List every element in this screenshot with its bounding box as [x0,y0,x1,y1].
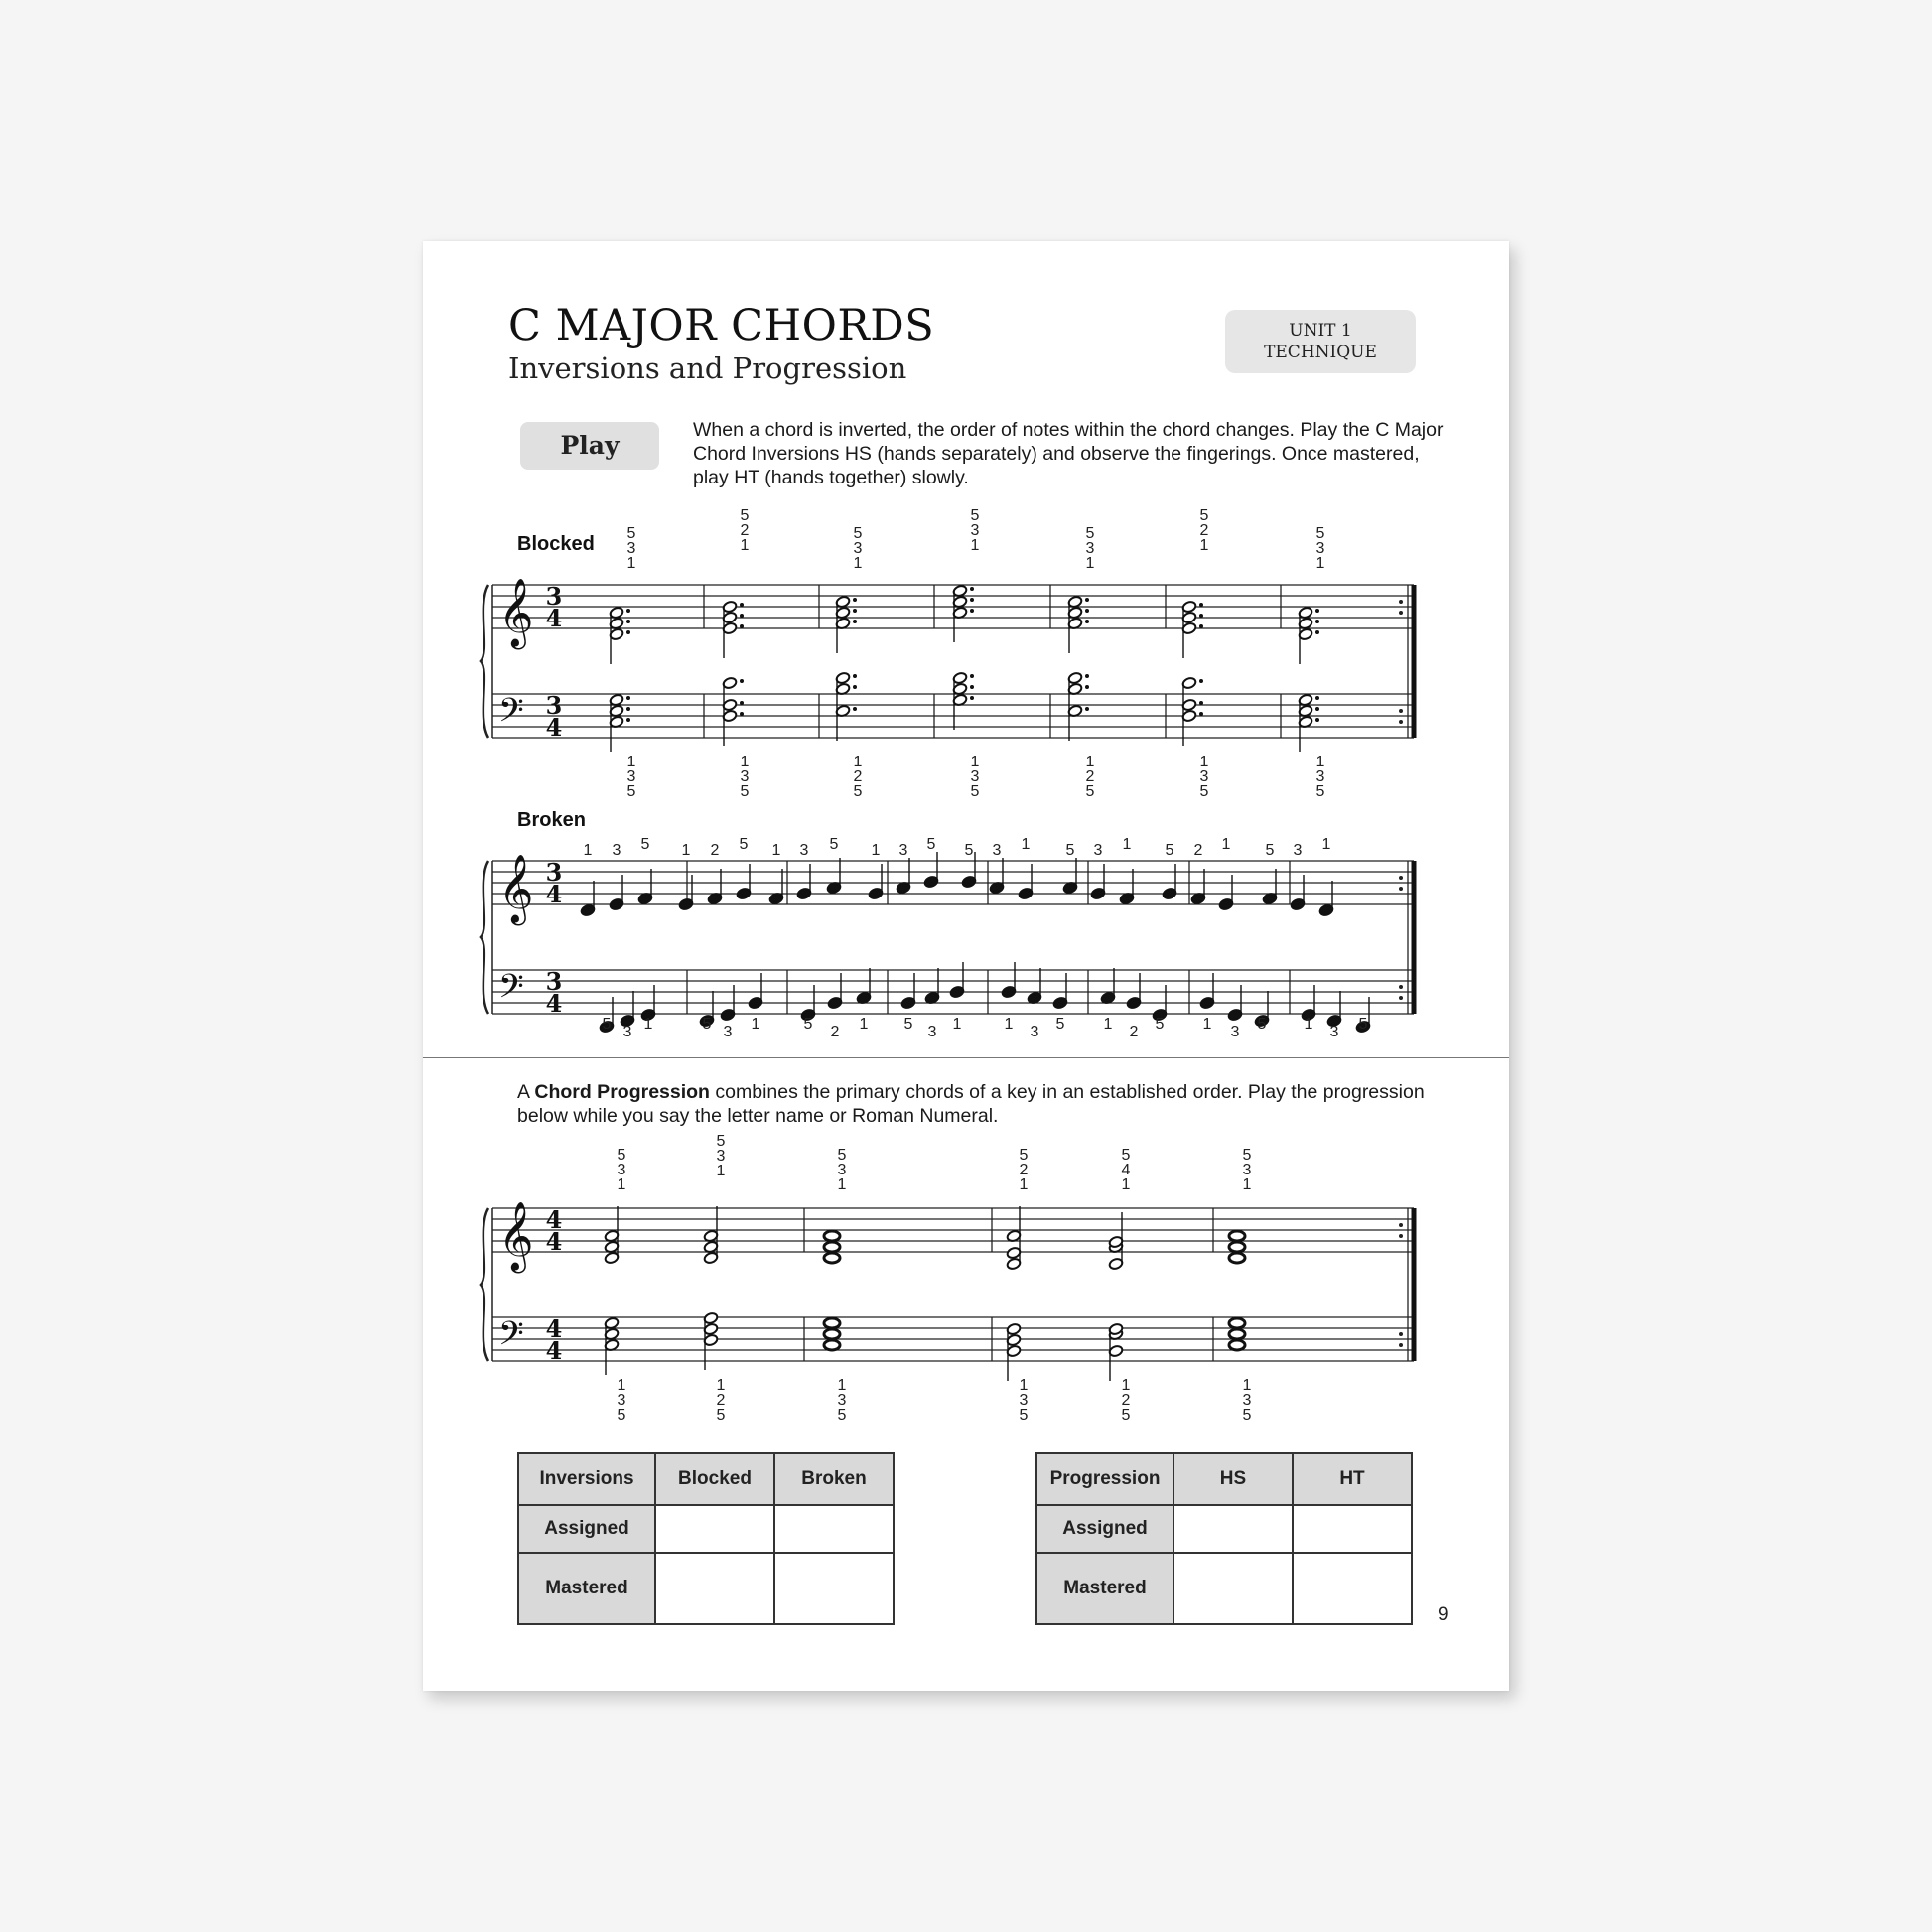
time-signature-top: 4 [545,1314,563,1343]
rh-fingering: 1 [1122,836,1132,853]
row-label: Mastered [1036,1553,1173,1624]
lh-fingering: 2 [853,768,863,785]
lh-fingering: 3 [837,1392,847,1409]
augmentation-dot [740,679,744,683]
lh-fingering: 3 [1230,1024,1240,1040]
rh-fingering: 1 [583,842,593,859]
lh-fingering: 3 [927,1024,937,1040]
lh-fingering: 1 [859,1016,869,1033]
rh-fingering: 5 [926,836,936,853]
blocked-treble-clef: 𝄞 [498,578,534,647]
rh-fingering: 5 [1165,842,1174,859]
lh-fingering: 1 [626,754,636,770]
repeat-dot [1399,600,1403,604]
broken-brace [481,861,488,1014]
rh-fingering: 3 [716,1148,726,1165]
row-label: Assigned [1036,1505,1173,1553]
fingerings [584,507,1368,1424]
augmentation-dot [853,598,857,602]
lh-fingering: 5 [803,1016,813,1033]
lh-fingering: 1 [1103,1016,1113,1033]
rh-fingering: 3 [612,842,621,859]
repeat-dot [1399,709,1403,713]
lh-fingering: 1 [617,1377,626,1394]
checkbox-cell[interactable] [774,1553,894,1624]
rh-fingering: 3 [992,842,1002,859]
augmentation-dot [970,685,974,689]
lh-fingering: 5 [837,1407,847,1424]
broken-label: Broken [517,809,586,831]
augmentation-dot [853,674,857,678]
time-signature-top: 3 [545,582,563,611]
rh-fingering: 5 [617,1147,626,1164]
rh-fingering: 5 [853,525,863,542]
lh-fingering: 5 [903,1016,913,1033]
lh-fingering: 5 [617,1407,626,1424]
rh-fingering: 2 [1199,522,1209,539]
time-signature-bottom: 4 [545,604,563,632]
rh-fingering: 5 [640,836,650,853]
augmentation-dot [1315,718,1319,722]
rh-fingering: 1 [837,1176,847,1193]
lh-fingering: 2 [716,1392,726,1409]
rh-fingering: 5 [1199,507,1209,524]
time-signature-top: 4 [545,1205,563,1234]
broken-treble-clef: 𝄞 [498,854,534,923]
progression-brace [481,1208,488,1361]
lh-fingering: 3 [617,1392,626,1409]
row-label: Assigned [518,1505,655,1553]
rh-fingering: 1 [970,537,980,554]
time-signature-top: 3 [545,691,563,720]
progression-lh-whole-note [824,1318,840,1328]
checkbox-cell[interactable] [1173,1553,1293,1624]
lh-fingering: 1 [1121,1377,1131,1394]
table-header: Progression [1036,1453,1173,1505]
rh-fingering: 5 [1019,1147,1029,1164]
lh-fingering: 5 [1019,1407,1029,1424]
lh-fingering: 1 [1242,1377,1252,1394]
lh-fingering: 2 [1085,768,1095,785]
progression-rh-whole-note [824,1242,840,1252]
lh-fingering: 1 [952,1016,962,1033]
repeat-dot [1399,996,1403,1000]
repeat-dot [1399,1343,1403,1347]
lh-fingering: 5 [1155,1016,1165,1033]
time-signature-bottom: 4 [545,880,563,908]
progression-term: Chord Progression [534,1081,710,1103]
progression-rh-whole-note [1229,1253,1245,1263]
augmentation-dot [1199,712,1203,716]
lh-fingering: 5 [716,1407,726,1424]
rh-fingering: 1 [740,537,750,554]
lh-fingering: 1 [716,1377,726,1394]
lh-fingering: 3 [740,768,750,785]
rh-fingering: 1 [681,842,691,859]
lh-fingering: 1 [1315,754,1325,770]
rh-fingering: 1 [626,555,636,572]
augmentation-dot [970,696,974,700]
lh-fingering: 5 [1242,1407,1252,1424]
time-signature-bottom: 4 [545,713,563,742]
augmentation-dot [1315,696,1319,700]
augmentation-dot [970,598,974,602]
rh-fingering: 5 [1065,842,1075,859]
rh-fingering: 5 [626,525,636,542]
lh-fingering: 1 [1085,754,1095,770]
rh-fingering: 3 [898,842,908,859]
augmentation-dot [970,609,974,613]
repeat-dot [1399,1223,1403,1227]
rh-fingering: 2 [1193,842,1203,859]
augmentation-dot [626,718,630,722]
augmentation-dot [740,624,744,628]
rh-fingering: 5 [1121,1147,1131,1164]
table-header: HT [1293,1453,1412,1505]
augmentation-dot [626,696,630,700]
rh-fingering: 1 [617,1176,626,1193]
rh-fingering: 5 [1085,525,1095,542]
time-signature-bottom: 4 [545,1336,563,1365]
repeat-dot [1399,720,1403,724]
lh-fingering: 1 [970,754,980,770]
rh-fingering: 3 [1242,1162,1252,1178]
augmentation-dot [626,620,630,623]
lh-fingering: 1 [643,1016,653,1033]
progression-rh-whole-note [1229,1231,1245,1241]
play-badge: Play [520,422,659,470]
progression-bass-clef: 𝄢 [498,1315,524,1361]
rh-fingering: 3 [1093,842,1103,859]
rh-fingering: 5 [970,507,980,524]
progression-rh-whole-note [1229,1242,1245,1252]
augmentation-dot [1085,674,1089,678]
repeat-dot [1399,1332,1403,1336]
augmentation-dot [1199,603,1203,607]
progression-intro [517,1080,1460,1128]
lh-fingering: 3 [1019,1392,1029,1409]
augmentation-dot [626,707,630,711]
augmentation-dot [1085,620,1089,623]
rh-fingering: 1 [1085,555,1095,572]
progression-rh-whole-note [824,1253,840,1263]
rh-fingering: 1 [871,842,881,859]
augmentation-dot [1085,609,1089,613]
lh-fingering: 1 [1004,1016,1014,1033]
lh-fingering: 5 [1121,1407,1131,1424]
lh-fingering: 2 [1129,1024,1139,1040]
rh-fingering: 1 [1019,1176,1029,1193]
progression-lh-whole-note [824,1340,840,1350]
lh-fingering: 3 [1315,768,1325,785]
lh-fingering: 5 [702,1016,712,1033]
progression-intro-prefix: A [517,1081,535,1103]
augmentation-dot [1315,620,1319,623]
progression-lh-whole-note [1229,1340,1245,1350]
workbook-page [423,241,1509,1691]
lh-fingering: 5 [970,783,980,800]
augmentation-dot [1199,679,1203,683]
augmentation-dot [1199,624,1203,628]
rh-fingering: 5 [829,836,839,853]
inversions-practice-table [517,1452,895,1625]
augmentation-dot [853,707,857,711]
augmentation-dot [740,712,744,716]
lh-fingering: 3 [622,1024,632,1040]
lh-fingering: 5 [853,783,863,800]
augmentation-dot [740,614,744,618]
checkbox-cell[interactable] [655,1505,774,1553]
rh-fingering: 1 [1315,555,1325,572]
checkbox-cell[interactable] [1293,1505,1412,1553]
time-signature-top: 3 [545,858,563,887]
blocked-label: Blocked [517,533,595,555]
augmentation-dot [853,609,857,613]
lh-fingering: 1 [853,754,863,770]
rh-fingering: 5 [739,836,749,853]
lh-fingering: 3 [1030,1024,1039,1040]
rh-fingering: 3 [970,522,980,539]
notes [580,584,1370,1381]
repeat-dot [1399,611,1403,615]
rh-fingering: 1 [771,842,781,859]
rh-fingering: 3 [1315,540,1325,557]
time-signature-bottom: 4 [545,1227,563,1256]
rh-fingering: 5 [837,1147,847,1164]
lh-fingering: 5 [1055,1016,1065,1033]
checkbox-cell[interactable] [1173,1505,1293,1553]
lh-fingering: 5 [1199,783,1209,800]
rh-fingering: 2 [710,842,720,859]
rh-fingering: 1 [1321,836,1331,853]
rh-fingering: 5 [740,507,750,524]
lh-fingering: 2 [830,1024,840,1040]
augmentation-dot [1199,614,1203,618]
repeat-dot [1399,876,1403,880]
repeat-dot [1399,985,1403,989]
lh-fingering: 5 [740,783,750,800]
progression-intro-rest: combines the primary chords of a key in an established order. Play the progression below while you say the letter name or Roman Numeral. [517,1081,1425,1127]
rh-fingering: 3 [837,1162,847,1178]
table-header: HS [1173,1453,1293,1505]
unit-category: TECHNIQUE [1264,343,1377,362]
rh-fingering: 3 [1085,540,1095,557]
lh-fingering: 5 [1257,1016,1267,1033]
blocked-bass-clef: 𝄢 [498,692,524,738]
lh-fingering: 3 [970,768,980,785]
progression-treble-clef: 𝄞 [498,1201,534,1271]
lh-fingering: 1 [1202,1016,1212,1033]
table-header: Inversions [518,1453,655,1505]
augmentation-dot [1085,707,1089,711]
rh-fingering: 5 [1242,1147,1252,1164]
rh-fingering: 1 [1221,836,1231,853]
checkbox-cell[interactable] [1293,1553,1412,1624]
lh-fingering: 5 [1315,783,1325,800]
rh-fingering: 1 [1121,1176,1131,1193]
augmentation-dot [970,587,974,591]
augmentation-dot [970,674,974,678]
lh-fingering: 1 [740,754,750,770]
augmentation-dot [853,685,857,689]
augmentation-dot [1315,609,1319,613]
time-signature-top: 3 [545,967,563,996]
rh-fingering: 5 [964,842,974,859]
checkbox-cell[interactable] [774,1505,894,1553]
rh-fingering: 2 [1019,1162,1029,1178]
rh-fingering: 3 [626,540,636,557]
rh-fingering: 1 [1242,1176,1252,1193]
augmentation-dot [740,603,744,607]
rh-fingering: 3 [1293,842,1303,859]
page-title: C MAJOR CHORDS [508,301,935,350]
lh-fingering: 1 [837,1377,847,1394]
lh-fingering: 2 [1121,1392,1131,1409]
checkbox-cell[interactable] [655,1553,774,1624]
time-signature-bottom: 4 [545,989,563,1018]
progression-lh-whole-note [1229,1329,1245,1339]
lh-fingering: 1 [1199,754,1209,770]
augmentation-dot [1315,630,1319,634]
rh-fingering: 5 [1265,842,1275,859]
augmentation-dot [1085,685,1089,689]
rh-fingering: 4 [1121,1162,1131,1178]
rh-fingering: 3 [799,842,809,859]
unit-number: UNIT 1 [1289,321,1352,341]
augmentation-dot [626,609,630,613]
lh-fingering: 3 [723,1024,733,1040]
lh-fingering: 5 [626,783,636,800]
lh-fingering: 3 [1199,768,1209,785]
table-header: Blocked [655,1453,774,1505]
rh-fingering: 5 [1315,525,1325,542]
row-label: Mastered [518,1553,655,1624]
blocked-brace [481,585,488,738]
progression-rh-whole-note [824,1231,840,1241]
intro-text: When a chord is inverted, the order of notes within the chord changes. Play the C Major Chord Inversions HS (hands separately) and observe the fingerings. Once mastered, play HT (hands together) slowly. [693,419,1444,488]
augmentation-dot [626,630,630,634]
rh-fingering: 1 [716,1163,726,1179]
augmentation-dot [740,701,744,705]
page-subtitle: Inversions and Progression [508,351,907,385]
lh-fingering: 3 [1242,1392,1252,1409]
progression-lh-whole-note [1229,1318,1245,1328]
rh-fingering: 2 [740,522,750,539]
rh-fingering: 3 [853,540,863,557]
progression-practice-table [1035,1452,1413,1625]
lh-fingering: 1 [1019,1377,1029,1394]
progression-lh-whole-note [824,1329,840,1339]
lh-fingering: 1 [751,1016,760,1033]
augmentation-dot [1085,598,1089,602]
repeat-dot [1399,1234,1403,1238]
rh-fingering: 5 [716,1133,726,1150]
broken-bass-clef: 𝄢 [498,968,524,1014]
lh-fingering: 1 [1304,1016,1313,1033]
lh-fingering: 5 [602,1016,612,1033]
lh-fingering: 3 [1329,1024,1339,1040]
rh-fingering: 1 [853,555,863,572]
rh-fingering: 3 [617,1162,626,1178]
lh-fingering: 5 [1085,783,1095,800]
lh-fingering: 3 [626,768,636,785]
page-number: 9 [1438,1604,1449,1625]
section-divider [423,1057,1509,1058]
repeat-dot [1399,887,1403,891]
augmentation-dot [853,620,857,623]
table-header: Broken [774,1453,894,1505]
augmentation-dot [1315,707,1319,711]
lh-fingering: 5 [1358,1016,1368,1033]
rh-fingering: 1 [1021,836,1031,853]
augmentation-dot [1199,701,1203,705]
rh-fingering: 1 [1199,537,1209,554]
